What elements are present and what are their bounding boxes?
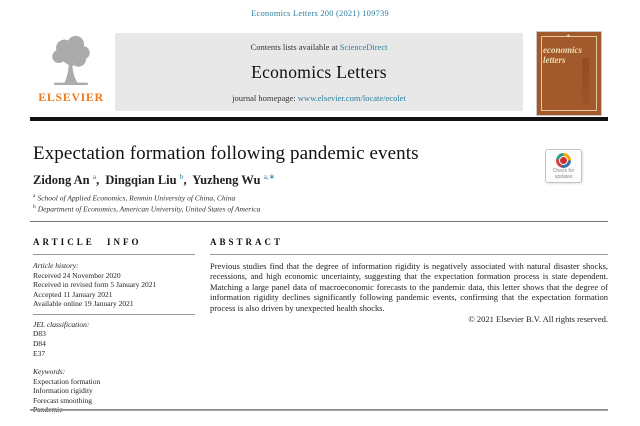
history-item: Available online 19 January 2021 <box>33 299 134 309</box>
affiliation-a-superscript: a <box>33 193 36 199</box>
jel-item: D84 <box>33 338 46 348</box>
author-2 <box>105 173 189 187</box>
jel-item: E37 <box>33 348 46 358</box>
check-updates-label-1: Check for <box>552 168 575 174</box>
affiliation-line-b <box>33 203 260 214</box>
abstract-copyright: © 2021 Elsevier B.V. All rights reserved. <box>468 314 608 325</box>
homepage-line <box>121 93 517 103</box>
elsevier-logo <box>32 34 110 114</box>
history-item: Received in revised form 5 January 2021 <box>33 280 157 290</box>
history-label: Article history: <box>33 261 79 270</box>
article-info-heading: ARTICLE INFO <box>33 237 142 247</box>
author-3-superscript[interactable]: a,∗ <box>263 172 276 181</box>
check-updates-icon <box>556 153 571 168</box>
history-item: Received 24 November 2020 <box>33 270 121 280</box>
abstract-heading: ABSTRACT <box>210 237 284 247</box>
keywords-label: Keywords: <box>33 367 66 377</box>
author-1-superscript[interactable]: a <box>92 172 97 181</box>
elsevier-wordmark: ELSEVIER <box>38 90 104 104</box>
affiliation-b-superscript: b <box>33 204 36 210</box>
keywords-block <box>33 367 195 415</box>
masthead-box <box>115 33 523 111</box>
masthead-rule <box>30 117 608 121</box>
author-2-superscript[interactable]: b <box>179 172 184 181</box>
jel-item: D83 <box>33 329 46 339</box>
author-1 <box>33 173 102 187</box>
abstract-rule <box>210 254 608 255</box>
article-info-section <box>33 237 195 415</box>
affiliation-b-text: Department of Economics, American University, United States of America <box>37 204 261 214</box>
author-3 <box>192 173 275 187</box>
page-citation: Economics Letters 200 (2021) 109739 <box>251 8 389 18</box>
homepage-link[interactable]: www.elsevier.com/locate/ecolet <box>297 93 406 103</box>
divider-top <box>30 221 608 222</box>
cover-mark-icon: ✦ <box>565 34 571 40</box>
check-updates-badge[interactable] <box>545 149 582 183</box>
keyword-item: Information rigidity <box>33 386 93 396</box>
article-info-group-rule <box>33 314 195 315</box>
article-info-rule <box>33 254 195 255</box>
authors-line <box>33 172 275 188</box>
cover-title: economics letters <box>543 45 582 65</box>
article-title: Expectation formation following pandemic events <box>33 143 419 164</box>
check-updates-label-2: updates <box>554 173 573 180</box>
jel-label: JEL classification: <box>33 319 90 329</box>
elsevier-tree-icon <box>32 34 110 92</box>
journal-cover <box>537 32 601 115</box>
contents-line <box>121 42 517 52</box>
homepage-prefix: journal homepage: <box>232 93 298 103</box>
divider-bottom <box>30 409 608 411</box>
sciencedirect-link[interactable]: ScienceDirect <box>339 42 388 52</box>
author-separator: , <box>96 173 100 188</box>
keyword-item: Forecast smoothing <box>33 395 92 405</box>
history-item: Accepted 11 January 2021 <box>33 289 113 299</box>
author-2-name: Dingqian Liu <box>105 173 177 188</box>
author-3-name: Yuzheng Wu <box>192 173 261 188</box>
cover-stripe-decoration <box>582 58 589 105</box>
contents-prefix: Contents lists available at <box>250 42 340 52</box>
masthead <box>30 32 608 116</box>
author-1-name: Zidong An <box>33 173 90 188</box>
affiliation-line-a <box>33 192 260 203</box>
keyword-item: Expectation formation <box>33 376 101 386</box>
abstract-text: Previous studies find that the degree of information rigidity is negatively associated with natural disaster shocks, recessions, and high economic uncertainty, suggesting that the expectation formation process is state dependent. Matching a large panel data of macroeconomic forecasts to the pandemic data, this letter shows that the degree of information rigidity declines significantly following pandemic events, confirming that the expectation formation process is also driven by unexpected health shocks. <box>210 261 608 313</box>
journal-name: Economics Letters <box>251 62 387 82</box>
abstract-section <box>210 237 608 324</box>
affiliations <box>33 192 260 214</box>
affiliation-a-text: School of Applied Economics, Renmin University of China, China <box>37 193 236 203</box>
author-separator: , <box>183 173 187 188</box>
